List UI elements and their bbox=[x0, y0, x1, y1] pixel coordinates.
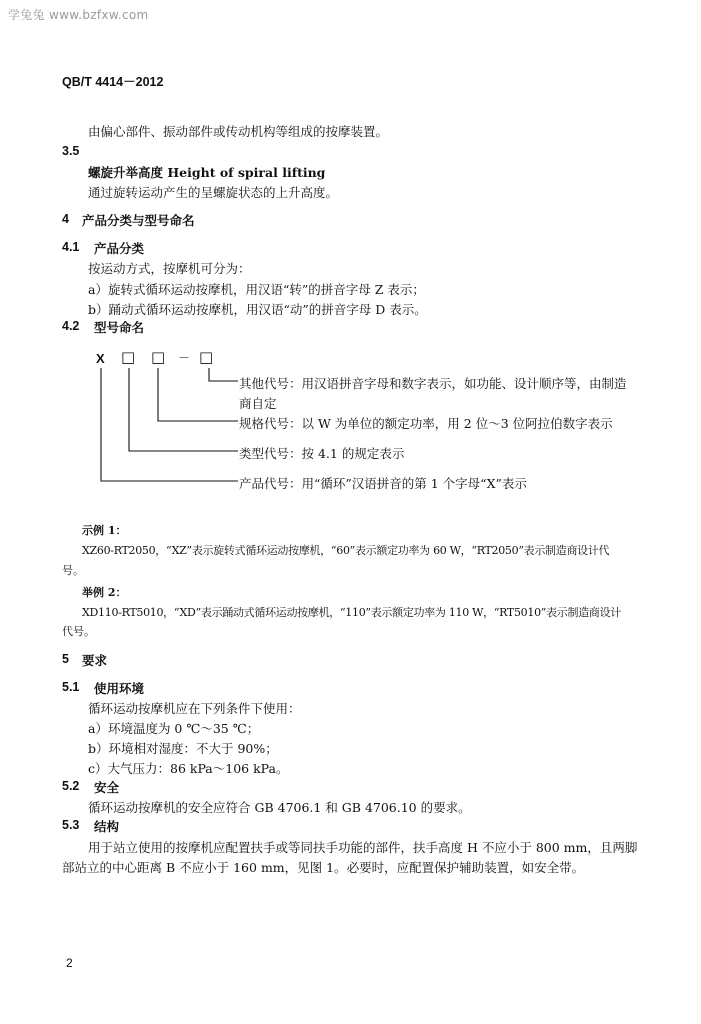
section-5-2-title: 安全 bbox=[94, 780, 120, 795]
leader-line-spec bbox=[158, 368, 238, 421]
example-2-label: 举例 2： bbox=[82, 586, 127, 599]
section-4-number: 4 bbox=[62, 212, 69, 226]
list-item: c）大气压力：86 kPa～106 kPa。 bbox=[88, 761, 289, 776]
list-item: b）踊动式循环运动按摩机，用汉语“动”的拼音字母 D 表示。 bbox=[88, 302, 427, 317]
example-2-line: XD110-RT5010，“XD”表示踊动式循环运动按摩机，“110”表示额定功率为 110 W，“RT5010”表示制造商设计 bbox=[82, 606, 621, 619]
section-3-5-number: 3.5 bbox=[62, 144, 80, 158]
section-4-1-number: 4.1 bbox=[62, 240, 80, 254]
section-3-5-title: 螺旋升举高度 Height of spiral lifting bbox=[88, 165, 326, 180]
standard-code-header: QB/T 4414－2012 bbox=[62, 75, 164, 89]
code-glyph-box-spec: □ bbox=[151, 348, 166, 366]
list-item: a）旋转式循环运动按摩机，用汉语“转”的拼音字母 Z 表示； bbox=[88, 282, 425, 297]
watermark: 学兔兔 www.bzfxw.com bbox=[8, 8, 149, 22]
code-glyph-box-other: □ bbox=[199, 348, 214, 366]
section-4-2-number: 4.2 bbox=[62, 319, 80, 333]
section-5-3-title: 结构 bbox=[94, 819, 120, 834]
continued-paragraph: 由偏心部件、振动部件或传动机构等组成的按摩装置。 bbox=[88, 124, 389, 139]
section-3-5-definition: 通过旋转运动产生的呈螺旋状态的上升高度。 bbox=[88, 185, 339, 200]
leader-line-product bbox=[101, 368, 238, 481]
section-5-3-text-cont: 部站立的中心距离 B 不应小于 160 mm，见图 1。必要时，应配置保护辅助装置，如安全带。 bbox=[62, 860, 585, 875]
section-5-title: 要求 bbox=[82, 653, 108, 668]
code-glyph-x: X bbox=[96, 351, 105, 366]
section-5-2-number: 5.2 bbox=[62, 779, 80, 793]
section-4-1-intro: 按运动方式，按摩机可分为： bbox=[88, 261, 251, 276]
section-5-3-text: 用于站立使用的按摩机应配置扶手或等同扶手功能的部件，扶手高度 H 不应小于 800 mm，且两脚 bbox=[88, 840, 638, 855]
section-5-1-title: 使用环境 bbox=[94, 681, 145, 696]
section-4-1-title: 产品分类 bbox=[94, 241, 145, 256]
example-1-line: XZ60-RT2050，“XZ”表示旋转式循环运动按摩机，“60”表示额定功率为 60 W，“RT2050”表示制造商设计代 bbox=[82, 544, 610, 557]
page-number: 2 bbox=[66, 956, 73, 970]
label-other-code: 其他代号：用汉语拼音字母和数字表示，如功能、设计顺序等，由制造 bbox=[239, 376, 627, 391]
leader-line-other bbox=[209, 368, 238, 381]
section-5-number: 5 bbox=[62, 652, 69, 666]
label-other-code-cont: 商自定 bbox=[239, 396, 277, 411]
list-item: b）环境相对湿度：不大于 90%； bbox=[88, 741, 278, 756]
section-4-title: 产品分类与型号命名 bbox=[82, 213, 195, 228]
code-glyph-dash: － bbox=[178, 351, 191, 365]
list-item: a）环境温度为 0 ℃～35 ℃； bbox=[88, 721, 260, 736]
section-4-2-title: 型号命名 bbox=[94, 320, 145, 335]
label-spec-code: 规格代号：以 W 为单位的额定功率，用 2 位～3 位阿拉伯数字表示 bbox=[239, 416, 613, 431]
section-5-3-number: 5.3 bbox=[62, 818, 80, 832]
example-1-label: 示例 1： bbox=[82, 524, 127, 537]
section-5-1-number: 5.1 bbox=[62, 680, 80, 694]
code-glyph-box-type: □ bbox=[121, 348, 136, 366]
section-5-1-intro: 循环运动按摩机应在下列条件下使用： bbox=[88, 701, 301, 716]
section-5-2-text: 循环运动按摩机的安全应符合 GB 4706.1 和 GB 4706.10 的要求。 bbox=[88, 800, 471, 815]
label-product-code: 产品代号：用“循环”汉语拼音的第 1 个字母“X”表示 bbox=[239, 476, 527, 491]
example-2-line-cont: 代号。 bbox=[62, 625, 95, 638]
example-1-line-cont: 号。 bbox=[62, 564, 84, 577]
label-type-code: 类型代号：按 4.1 的规定表示 bbox=[239, 446, 405, 461]
